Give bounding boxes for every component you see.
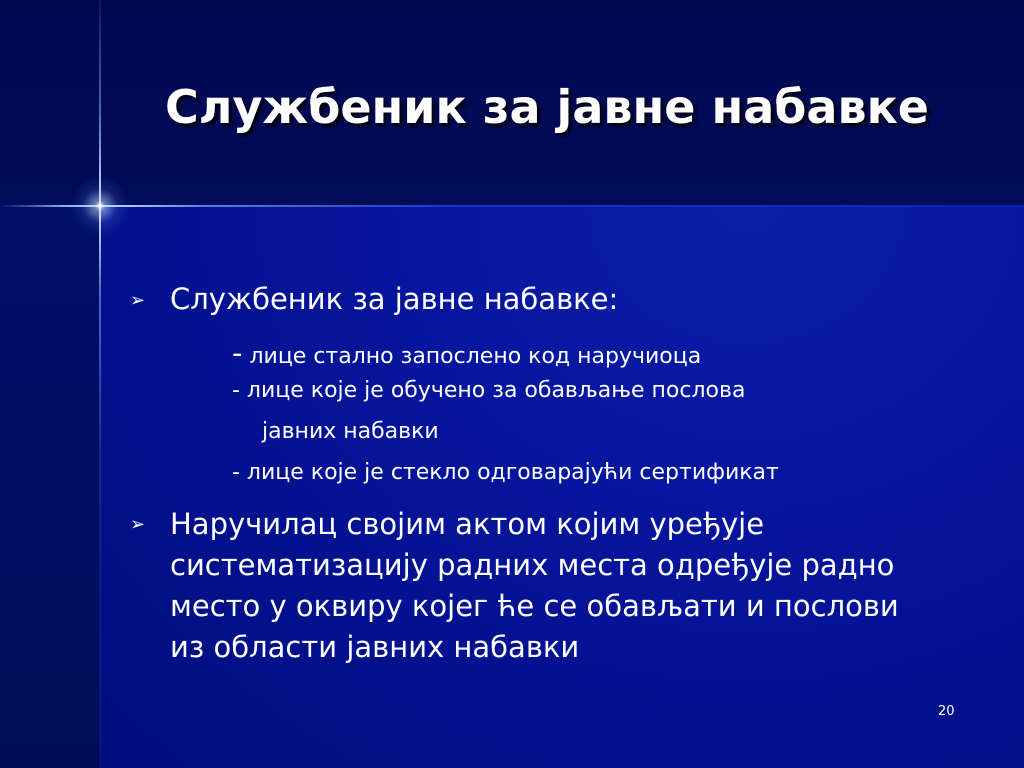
paragraph-line: Наручилац својим актом којим уређује (170, 507, 765, 541)
arrowhead-bullet-icon: ➢ (130, 514, 146, 535)
horizontal-divider-line (0, 205, 1024, 207)
paragraph-line: место у оквиру којег ће се обављати и послови (170, 589, 899, 623)
sub-item-1 (232, 336, 701, 370)
star-sparkle-icon (70, 176, 130, 236)
vertical-divider-line (99, 0, 101, 768)
paragraph-line: из области јавних набавки (170, 630, 580, 664)
sub-item-1-text: лице стално запослено код наручиоца (242, 344, 702, 369)
sub-item-1-dash: - (232, 336, 243, 370)
sub-item-2: - лице које је обучено за обављање послова (232, 378, 746, 403)
sub-item-3: - лице које је стекло одговарајући сертификат (232, 460, 779, 485)
bullet-item-2-paragraph (170, 504, 899, 668)
sub-item-2-continuation: јавних набавки (262, 419, 439, 444)
paragraph-line: систематизацију радних места одређује радно (170, 548, 895, 582)
slide-title: Службеник за јавне набавке (165, 80, 929, 134)
left-band (0, 205, 100, 768)
arrowhead-bullet-icon: ➢ (130, 290, 146, 311)
bullet-item-1-heading: Службеник за јавне набавке: (170, 282, 619, 316)
page-number: 20 (938, 704, 955, 719)
